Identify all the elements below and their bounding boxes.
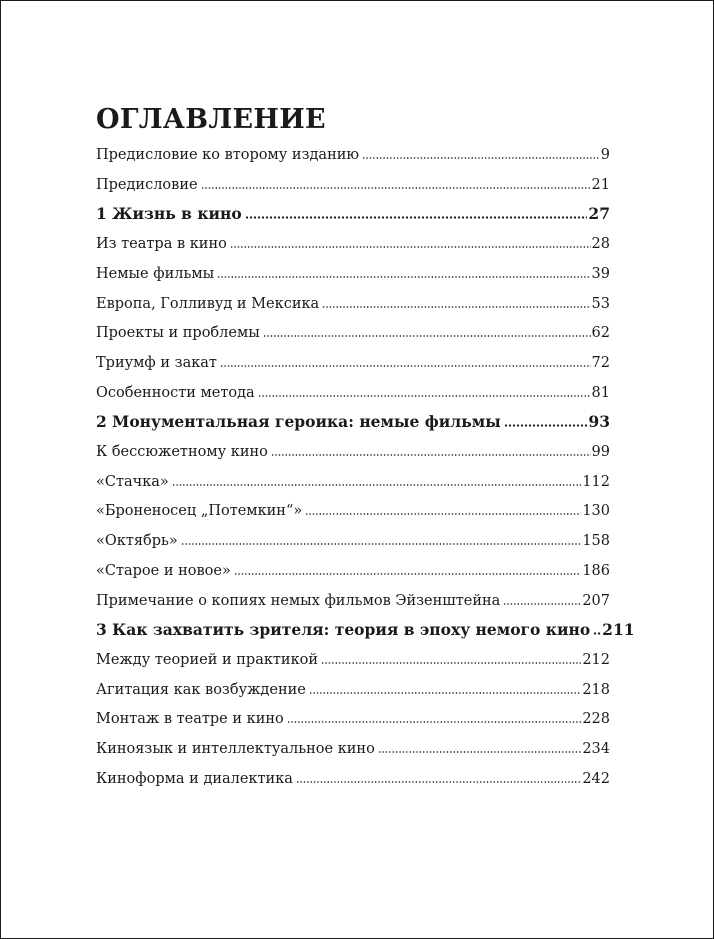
toc-entry (96, 559, 610, 583)
toc-entry (96, 232, 610, 256)
toc-dot-leader (593, 632, 601, 635)
toc-page-number: 28 (591, 236, 610, 253)
toc-entry (96, 648, 610, 672)
toc-dot-leader (321, 662, 581, 664)
toc-entry-label: Проекты и проблемы (96, 325, 260, 342)
toc-page-number: 242 (582, 770, 610, 787)
toc-entry (96, 529, 610, 553)
toc-page-number: 9 (600, 147, 610, 163)
toc-entry-label: Из театра в кино (96, 236, 227, 253)
toc-entry-label: Киноформа и диалектика (96, 770, 293, 787)
toc-dot-leader (201, 187, 591, 189)
toc-entry (96, 381, 610, 405)
toc-entry (96, 440, 610, 464)
toc-entry-label: Предисловие ко второму изданию (96, 147, 360, 163)
toc-page-number: 130 (582, 503, 610, 520)
toc-entry-label: Немые фильмы (96, 265, 215, 282)
toc-entry-label: 1 Жизнь в кино (96, 204, 242, 224)
toc-dot-leader (271, 454, 591, 456)
toc-entry (96, 470, 610, 494)
toc-entry (96, 707, 610, 731)
toc-page-number: 62 (591, 325, 610, 342)
toc-dot-leader (245, 216, 588, 219)
toc-dot-leader (263, 335, 591, 337)
toc-page-number: 211 (602, 620, 635, 640)
toc-dot-leader (234, 573, 581, 575)
toc-entry (96, 321, 610, 345)
toc-dot-leader (362, 157, 600, 159)
toc-entry-label: Предисловие (96, 176, 198, 193)
toc-entry-label: 2 Монументальная героика: немые фильмы (96, 412, 501, 432)
toc-entry-label: Примечание о копиях немых фильмов Эйзенштейна (96, 592, 501, 609)
toc-page-number: 39 (591, 265, 610, 282)
toc-dot-leader (322, 306, 590, 308)
toc-dot-leader (378, 751, 581, 753)
toc-entry (96, 499, 610, 523)
toc-dot-leader (220, 365, 591, 367)
toc-entry-label: Европа, Голливуд и Мексика (96, 295, 320, 312)
toc-entry-label: Триумф и закат (96, 354, 217, 371)
toc-page-number: 93 (588, 412, 610, 432)
toc-page-number: 99 (591, 444, 610, 460)
toc-entry (96, 143, 610, 167)
toc-page-number: 21 (591, 176, 610, 193)
toc-dot-leader (504, 424, 588, 427)
toc-dot-leader (172, 484, 582, 486)
toc-chapter-entry (96, 618, 635, 642)
toc-entry-label: К бессюжетному кино (96, 444, 268, 460)
toc-title: ОГЛАВЛЕНИЕ (96, 104, 326, 135)
toc-entry (96, 262, 610, 286)
toc-page-number: 72 (591, 354, 610, 371)
toc-page-number: 218 (582, 681, 610, 698)
toc-entry (96, 292, 610, 316)
toc-entry-label: «Старое и новое» (96, 562, 231, 579)
toc-dot-leader (309, 692, 581, 694)
toc-entry (96, 737, 610, 761)
toc-dot-leader (305, 513, 581, 515)
toc-entry-label: Киноязык и интеллектуальное кино (96, 741, 375, 757)
toc-dot-leader (258, 395, 591, 397)
toc-entry-label: «Стачка» (96, 473, 169, 490)
toc-dot-leader (230, 246, 591, 248)
toc-dot-leader (503, 603, 581, 605)
toc-entry (96, 173, 610, 197)
toc-entry-label: «Броненосец „Потемкин“» (96, 503, 303, 520)
toc-chapter-entry (96, 202, 610, 226)
toc-entry (96, 767, 610, 791)
toc-entry-label: Между теорией и практикой (96, 651, 319, 668)
toc-page-number: 158 (582, 533, 610, 550)
toc-page-number: 234 (582, 741, 610, 757)
toc-dot-leader (296, 781, 581, 783)
toc-entry-label: Агитация как возбуждение (96, 681, 306, 698)
toc-entry-label: 3 Как захватить зрителя: теория в эпоху немого кино (96, 620, 591, 640)
toc-entry-label: Особенности метода (96, 384, 255, 401)
toc-page-number: 212 (582, 651, 610, 668)
toc-dot-leader (287, 721, 582, 723)
toc-page-number: 53 (591, 295, 610, 312)
toc-dot-leader (181, 543, 582, 545)
toc-page-number: 27 (588, 204, 610, 224)
toc-page-number: 207 (582, 592, 610, 609)
toc-entry-label: «Октябрь» (96, 533, 178, 550)
toc-dot-leader (217, 276, 590, 278)
toc-page-number: 81 (591, 384, 610, 401)
toc-entry (96, 589, 610, 613)
toc-chapter-entry (96, 410, 610, 434)
toc-entry-label: Монтаж в театре и кино (96, 711, 284, 728)
toc-page-number: 112 (582, 473, 610, 490)
toc-page-number: 228 (582, 711, 610, 728)
toc-entry (96, 678, 610, 702)
toc-entry (96, 351, 610, 375)
toc-page-number: 186 (582, 562, 610, 579)
